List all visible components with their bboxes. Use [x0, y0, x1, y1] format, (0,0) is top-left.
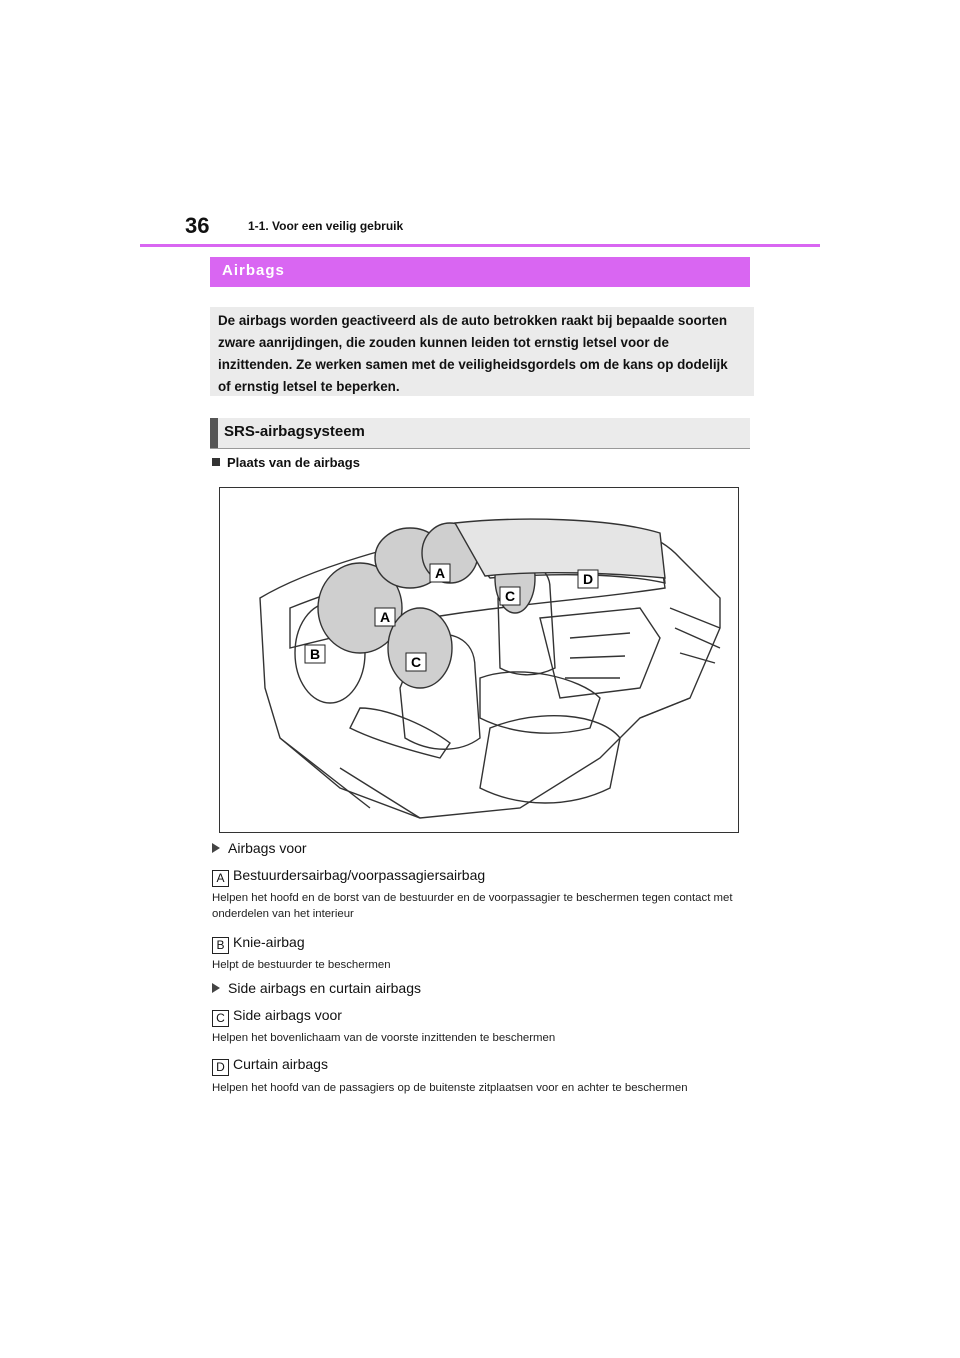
section-header: 1-1. Voor een veilig gebruik — [248, 219, 404, 233]
airbag-figure — [219, 487, 739, 833]
subsection-bar — [210, 418, 218, 448]
letter-a-icon: A — [212, 870, 229, 887]
item-label: Knie-airbag — [233, 934, 305, 950]
intro-box — [210, 307, 754, 396]
callout-a-2: A — [379, 609, 391, 625]
section-banner — [210, 257, 750, 287]
item-c-description: Helpen het bovenlichaam van de voorste inzittenden te beschermen — [212, 1032, 556, 1044]
callout-c-1: C — [504, 588, 516, 604]
item-label: Bestuurdersairbag/voorpassagiersairbag — [233, 867, 486, 883]
triangle-bullet-icon — [212, 983, 220, 993]
banner-title: Airbags — [222, 262, 285, 279]
item-c — [212, 1007, 342, 1027]
item-b — [212, 934, 305, 954]
page-number: 36 — [185, 213, 210, 238]
knee-airbag — [388, 608, 452, 688]
curtain-airbag — [455, 519, 665, 578]
intro-text: De airbags worden geactiveerd als de auto betrokken raakt bij bepaalde soorten zware aanrijdingen, die zouden kunnen leiden tot ernstig letsel voor de inzittenden. Ze werken samen met de veiligheidsgordels om de kans op dodelijk of ernstig letsel te beperken. — [218, 313, 728, 394]
item-a — [212, 867, 485, 887]
group-title: Airbags voor — [228, 840, 307, 856]
letter-b-icon: B — [212, 937, 229, 954]
car-interior-illustration — [220, 488, 738, 832]
group-side-curtain-airbags — [212, 980, 421, 996]
item-label: Curtain airbags — [233, 1056, 328, 1072]
callout-d: D — [582, 571, 594, 587]
header-rule — [140, 244, 820, 247]
item-b-description: Helpt de bestuurder te beschermen — [212, 959, 391, 971]
callout-a-1: A — [434, 565, 446, 581]
group-title: Side airbags en curtain airbags — [228, 980, 422, 996]
item-label: Side airbags voor — [233, 1007, 342, 1023]
group-airbags-voor — [212, 840, 307, 856]
square-bullet-icon — [212, 458, 220, 466]
placement-heading — [212, 455, 360, 470]
placement-heading-text: Plaats van de airbags — [227, 455, 360, 470]
letter-c-icon: C — [212, 1010, 229, 1027]
callout-b: B — [309, 646, 321, 662]
subsection-header — [210, 418, 750, 449]
center-console — [540, 608, 660, 698]
triangle-bullet-icon — [212, 843, 220, 853]
item-d — [212, 1056, 328, 1076]
subsection-title: SRS-airbagsysteem — [224, 423, 365, 440]
callout-c-2: C — [410, 654, 422, 670]
item-a-description: Helpen het hoofd en de borst van de bestuurder en de voorpassagier te beschermen tegen contact met onderdelen van het interieur — [212, 892, 733, 920]
letter-d-icon: D — [212, 1059, 229, 1076]
item-d-description: Helpen het hoofd van de passagiers op de buitenste zitplaatsen voor en achter te beschermen — [212, 1082, 688, 1094]
